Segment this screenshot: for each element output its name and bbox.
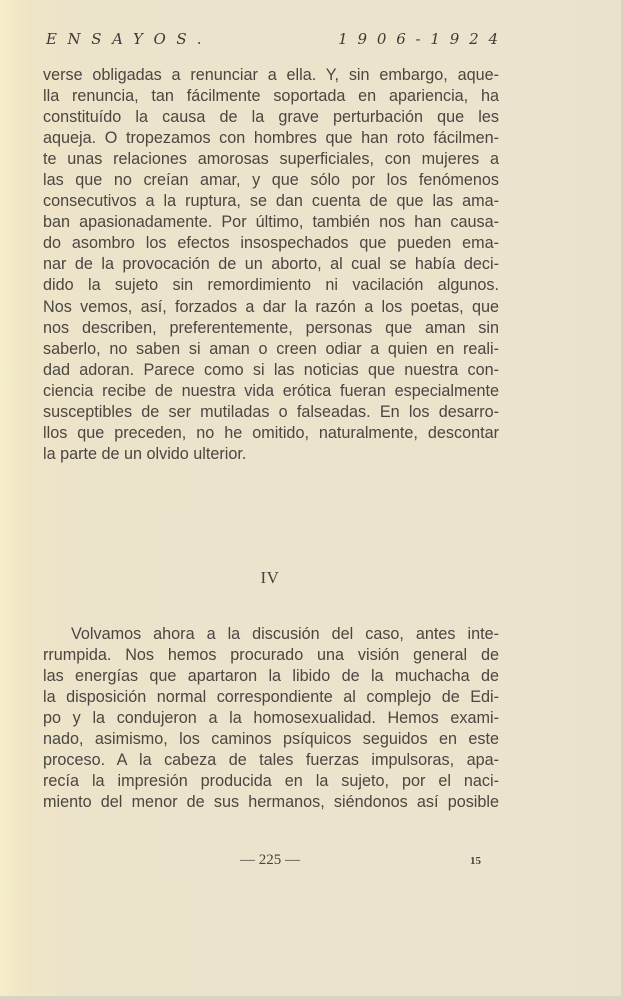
text-line: dido la sujeto sin remordimiento ni vacilación algunos. (43, 276, 499, 295)
running-header-title: ENSAYOS. (46, 30, 213, 48)
text-line: saberlo, no saben si aman o creen odiar a quien en reali- (43, 339, 499, 358)
text-line: susceptibles de ser mutiladas o falseadas. En los desarro- (43, 402, 499, 421)
text-line: proceso. A la cabeza de tales fuerzas impulsoras, apa- (43, 751, 499, 770)
text-line: la parte de un olvido ulterior. (43, 444, 247, 463)
text-line: te unas relaciones amorosas superficiales, con mujeres a (43, 150, 499, 169)
text-line: nos describen, preferentemente, personas que aman sin (43, 318, 499, 337)
text-line: aqueja. O tropezamos con hombres que han roto fácilmen- (43, 129, 499, 148)
text-line: miento del menor de sus hermanos, siéndonos así posible (43, 793, 499, 812)
text-line: nar de la provocación de un aborto, al cual se había deci- (43, 255, 499, 274)
paragraph-section-iv (43, 624, 499, 813)
text-line: llos que preceden, no he omitido, naturalmente, descontar (43, 423, 499, 442)
text-line: la disposición normal correspondiente al complejo de Edi- (43, 688, 499, 707)
text-line: po y la condujeron a la homosexualidad. Hemos exami- (43, 709, 499, 728)
text-line: ciencia recibe de nuestra vida erótica fueran especialmente (43, 381, 499, 400)
text-line: las que no creían amar, y que sólo por los fenómenos (43, 171, 499, 190)
text-line: ban apasionadamente. Por último, también nos han causa- (43, 213, 499, 232)
running-header (46, 30, 508, 48)
running-header-years: 1906-1924 (338, 30, 508, 48)
text-line: rrumpida. Nos hemos procurado una visión general de (43, 646, 499, 665)
text-line: do asombro los efectos insospechados que pueden ema- (43, 234, 499, 253)
text-line: Nos vemos, así, forzados a dar la razón a los poetas, que (43, 297, 499, 316)
text-line: Volvamos ahora a la discusión del caso, antes inte- (71, 625, 499, 643)
text-line: consecutivos a la ruptura, se dan cuenta de que las ama- (43, 192, 499, 211)
text-line: lla renuncia, tan fácilmente soportada en apariencia, ha (43, 87, 499, 106)
text-line: las energías que apartaron la libido de la muchacha de (43, 667, 499, 686)
signature-mark: 15 (470, 855, 481, 867)
text-line: nado, asimismo, los caminos psíquicos seguidos en este (43, 730, 499, 749)
page-number: — 225 — (240, 852, 300, 868)
text-line: verse obligadas a renunciar a ella. Y, sin embargo, aque- (43, 66, 499, 84)
text-line: recía la impresión producida en la sujeto, por el naci- (43, 772, 499, 791)
text-line: dad adoran. Parece como si las noticias que nuestra con- (43, 360, 499, 379)
paragraph-continuation (43, 65, 499, 465)
section-heading: IV (260, 568, 280, 587)
text-line: constituído la causa de la grave perturbación que les (43, 108, 499, 127)
